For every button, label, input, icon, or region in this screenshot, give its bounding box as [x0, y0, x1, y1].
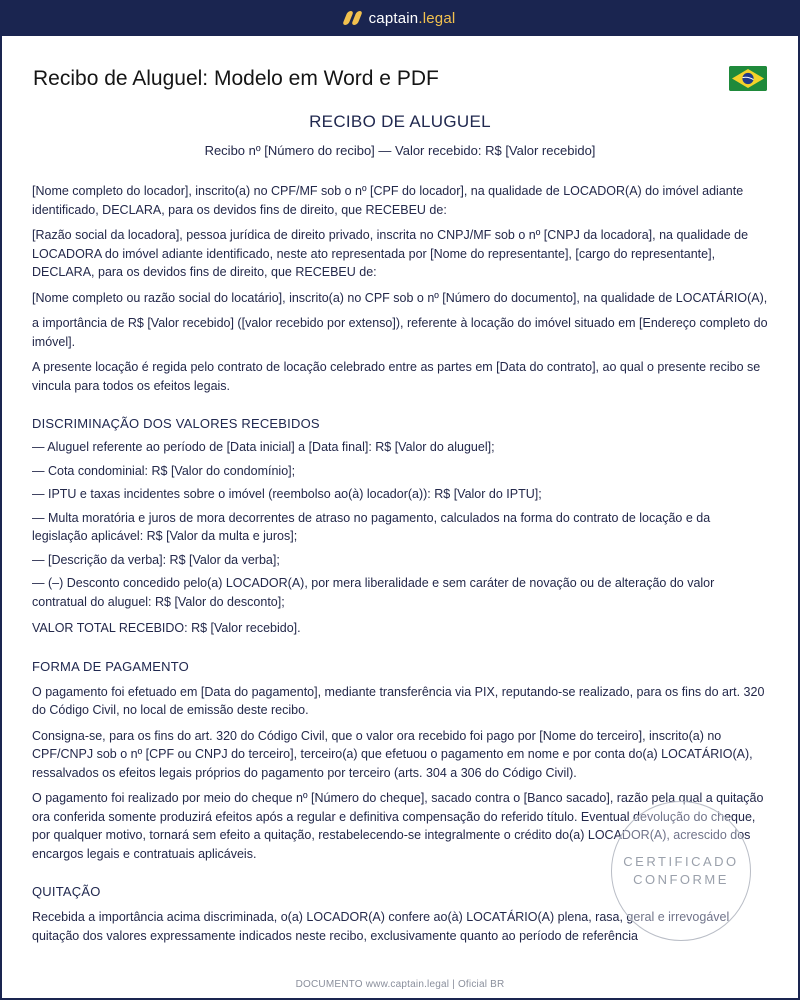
paragraph: [Nome completo do locador], inscrito(a) no CPF/MF sob o nº [CPF do locador], na qualidade de LOCADOR(A) do imóvel adiante identificado, DECLARA, para os devidos fins de direito, que RECEBEU de:	[32, 184, 744, 217]
receipt-title: RECIBO DE ALUGUEL	[309, 112, 491, 131]
top-bar	[0, 0, 800, 36]
list-item: — (–) Desconto concedido pelo(a) LOCADOR(A), por mera liberalidade e sem caráter de novação ou de alteração do valor contratual do aluguel: R$ [Valor do desconto];	[32, 576, 715, 609]
page-title: Recibo de Aluguel: Modelo em Word e PDF	[33, 67, 439, 90]
paragraph: Recebida a importância acima discriminada, o(a) LOCADOR(A) confere ao(à) LOCATÁRIO(A) plena, rasa, geral e irrevogável quitação dos valores expressamente indicados neste recibo, exclusivamente quanto ao período de referência	[32, 910, 730, 943]
captain-logo-icon	[345, 11, 360, 25]
paragraph: A presente locação é regida pelo contrato de locação celebrado entre as partes em [Data do contrato], ao qual o presente recibo se vincula para todos os efeitos legais.	[32, 360, 761, 393]
brand[interactable]	[345, 10, 456, 27]
paragraph: Consigna-se, para os fins do art. 320 do Código Civil, que o valor ora recebido foi pago por [Nome do terceiro], inscrito(a) no CPF/CNPJ sob o nº [CPF ou CNPJ do terceiro], terceiro(a) que efetuou o pagamento em nome e por conta do(a) LOCATÁRIO(A), ressalvados os efeitos legais próprios do pagamento por terceiro (arts. 304 a 306 do Código Civil).	[32, 728, 753, 780]
brazil-flag-icon	[729, 66, 767, 91]
document-page	[2, 36, 798, 998]
list-item: — [Descrição da verba]: R$ [Valor da verba];	[32, 552, 280, 567]
footer-text: DOCUMENTO www.captain.legal | Oficial BR	[295, 978, 505, 990]
paragraph: O pagamento foi efetuado em [Data do pagamento], mediante transferência via PIX, reputando-se realizado, para os fins do art. 320 do Código Civil, no local de emissão deste recibo.	[32, 684, 765, 717]
section-heading-discharge: QUITAÇÃO	[32, 884, 101, 899]
receipt-subtitle: Recibo nº [Número do recibo] — Valor recebido: R$ [Valor recebido]	[204, 143, 596, 158]
paragraph: a importância de R$ [Valor recebido] ([valor recebido por extenso]), referente à locação do imóvel situado em [Endereço completo do imóvel].	[32, 316, 768, 349]
section-heading-payment: FORMA DE PAGAMENTO	[32, 658, 189, 674]
list-item: — Aluguel referente ao período de [Data inicial] a [Data final]: R$ [Valor do aluguel];	[32, 440, 495, 454]
total-value: VALOR TOTAL RECEBIDO: R$ [Valor recebido].	[32, 621, 301, 635]
document-header	[33, 66, 767, 94]
section-heading-values: DISCRIMINAÇÃO DOS VALORES RECEBIDOS	[32, 416, 320, 431]
list-item: — Cota condominial: R$ [Valor do condomínio];	[32, 463, 296, 478]
seal-line: CONFORME	[633, 872, 729, 887]
paragraph: [Razão social da locadora], pessoa jurídica de direito privado, inscrita no CNPJ/MF sob o nº [CNPJ da locadora], na qualidade de LOCADORA do imóvel adiante identificado, neste ato representada por [Nome do representante], [cargo do representante], DECLARA, para os devidos fins de direito, que RECEBEU de:	[32, 228, 749, 279]
list-item: — Multa moratória e juros de mora decorrentes de atraso no pagamento, calculados na forma do contrato de locação e da legislação aplicável: R$ [Valor da multa e juros];	[32, 510, 711, 543]
seal-line: CERTIFICADO	[623, 854, 739, 869]
certified-seal	[611, 801, 751, 941]
paragraph: O pagamento foi realizado por meio do cheque nº [Número do cheque], sacado contra o [Banco sacado], razão pela qual a quitação ora conferida somente produzirá efeitos após a regular e definitiva compensação do referido título. Eventual devolução do cheque, por qualquer motivo, tornará sem efeito a quitação, restabelecendo-se integralmente o crédito do(a) LOCADOR(A), acrescido dos encargos legais e contratuais aplicáveis.	[32, 791, 764, 861]
list-item: — IPTU e taxas incidentes sobre o imóvel (reembolso ao(à) locador(a)): R$ [Valor do IPTU];	[32, 487, 542, 501]
paragraph: [Nome completo ou razão social do locatário], inscrito(a) no CPF sob o nº [Número do documento], na qualidade de LOCATÁRIO(A),	[32, 290, 768, 305]
footer	[2, 970, 798, 998]
brand-name: captain.legal	[368, 9, 456, 27]
